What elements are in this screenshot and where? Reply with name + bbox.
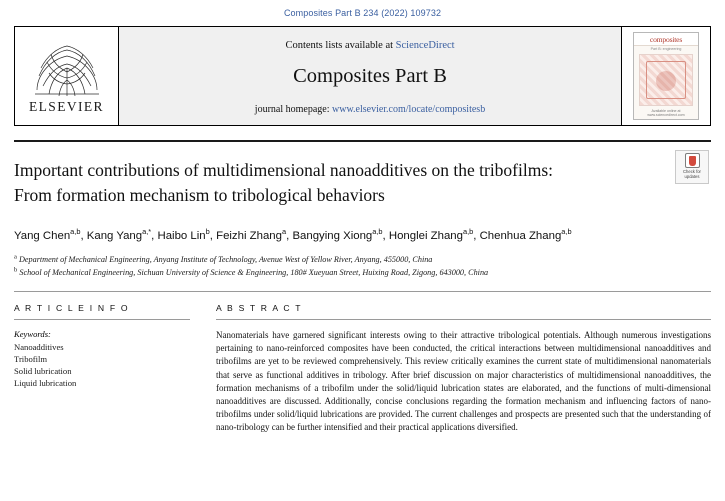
journal-masthead <box>14 26 711 126</box>
author-affiliation-marks: a,b <box>462 227 474 237</box>
cover-artwork <box>639 54 693 106</box>
content-divider <box>14 291 711 292</box>
abstract-text: Nanomaterials have garnered significant interests owing to their attractive tribological potentials. Although numerous investigations pertaining to nano-reinforced composites have been conducted, the critical interactions between multidimensional nanoadditives and tribofilms are yet to be reviewed comprehensively. This review critically examines the current state of multidimensional nanomaterials that serve as functional additives in tribology. After brief discussion on major characteristics of multidimensional nanoadditives, the formation mechanisms of a tribofilm under the solid/liquid lubrication states are elaborated, and the functions of multi-dimensional nanoadditives are discussed. Additionally, concise conclusions regarding the formation mechanism and influencing factors of nano-tribofilms under solid/liquid lubrications are provided. The current challenges and prospects are presented such that the understanding of nano-tribology can be further intensified and their practical applications diversified. <box>216 330 711 433</box>
author-item[interactable] <box>479 227 572 242</box>
journal-cover-image <box>633 32 699 120</box>
author-affiliation-marks: a,* <box>142 227 152 237</box>
keyword-item: Nanoadditives <box>14 342 64 352</box>
article-info-rule <box>14 319 190 320</box>
elsevier-tree-logo-icon <box>29 38 105 98</box>
author-name: Honglei Zhang <box>388 230 463 242</box>
author-affiliation-marks: a,b <box>70 227 81 237</box>
title-block <box>14 158 711 208</box>
journal-cover-cell <box>622 27 710 125</box>
masthead-divider <box>14 140 711 142</box>
homepage-prefix: journal homepage: <box>254 103 332 115</box>
author-list: Yang Chen$^{a,b}$, Kang Yang$^{a,*}$, Haibo Lin$^b$, Feizhi Zhang$^a$, Bangying Xiong$^{a,b}$, Honglei Zhang$^{a,b}$, Chenhua Zhang$^{a,b}$ <box>14 227 572 242</box>
abstract-heading: A B S T R A C T <box>216 303 303 313</box>
abstract-rule <box>216 319 711 320</box>
affiliation-text: School of Mechanical Engineering, Sichuan University of Science & Engineering, 180# Xueyuan Street, Huixing Road, Zigong, 643000, China <box>19 267 489 277</box>
affiliation-list <box>14 254 711 279</box>
page-title: Important contributions of multidimensional nanoadditives on the tribofilms: From formation mechanism to tribological behaviors <box>14 160 554 205</box>
abstract-column <box>216 303 711 435</box>
keyword-item: Liquid lubrication <box>14 378 77 388</box>
article-info-column <box>14 303 190 435</box>
author-affiliation-marks: a <box>281 227 287 237</box>
cover-brand-subtitle: Part B: engineering <box>650 47 682 51</box>
crossmark-line2: updates <box>684 174 700 180</box>
author-affiliation-marks: b <box>205 227 210 237</box>
author-name: Yang Chen <box>14 230 71 242</box>
info-abstract-columns <box>14 303 711 435</box>
affiliation-item <box>14 254 711 267</box>
contents-prefix: Contents lists available at <box>285 39 396 51</box>
author-item[interactable] <box>292 227 383 242</box>
author-affiliation-marks: a,b <box>561 227 572 237</box>
author-name: Bangying Xiong <box>292 230 373 242</box>
author-item[interactable] <box>14 227 81 242</box>
running-head: Composites Part B 234 (2022) 109732 <box>283 8 442 18</box>
homepage-line <box>255 104 485 115</box>
keywords-list <box>14 341 190 389</box>
author-name: Haibo Lin <box>157 230 206 242</box>
keyword-item: Solid lubrication <box>14 366 72 376</box>
publisher-name: ELSEVIER <box>29 99 104 114</box>
keywords-label: Keywords: <box>14 329 51 339</box>
article-info-heading: A R T I C L E I N F O <box>14 303 130 313</box>
crossmark-badge[interactable] <box>675 150 709 184</box>
author-item[interactable] <box>157 227 210 242</box>
cover-footer-text: Available online at www.sciencedirect.com <box>647 109 685 117</box>
author-item[interactable] <box>86 227 152 242</box>
author-item[interactable] <box>388 227 474 242</box>
author-affiliation-marks: a,b <box>372 227 383 237</box>
crossmark-icon <box>685 153 700 168</box>
cover-header <box>634 33 698 46</box>
sciencedirect-link[interactable]: ScienceDirect <box>395 39 455 51</box>
author-name: Feizhi Zhang <box>216 230 282 242</box>
publisher-logo <box>15 27 119 125</box>
author-name: Kang Yang <box>86 230 143 242</box>
journal-homepage-link[interactable]: www.elsevier.com/locate/compositesb <box>332 103 486 115</box>
author-item[interactable] <box>216 227 287 242</box>
affiliation-text: Department of Mechanical Engineering, Anyang Institute of Technology, Avenue West of Yellow River, Anyang, 455000, China <box>18 255 433 264</box>
affiliation-mark: a <box>14 253 17 261</box>
cover-brand-title: composites <box>649 35 683 44</box>
author-name: Chenhua Zhang <box>479 230 562 242</box>
affiliation-mark: b <box>14 265 18 273</box>
journal-title: Composites Part B <box>293 64 447 87</box>
crossmark-line1: Check for <box>683 169 701 174</box>
masthead-center <box>119 27 622 125</box>
affiliation-item <box>14 267 711 280</box>
keyword-item: Tribofilm <box>14 354 48 364</box>
contents-line <box>285 40 454 51</box>
